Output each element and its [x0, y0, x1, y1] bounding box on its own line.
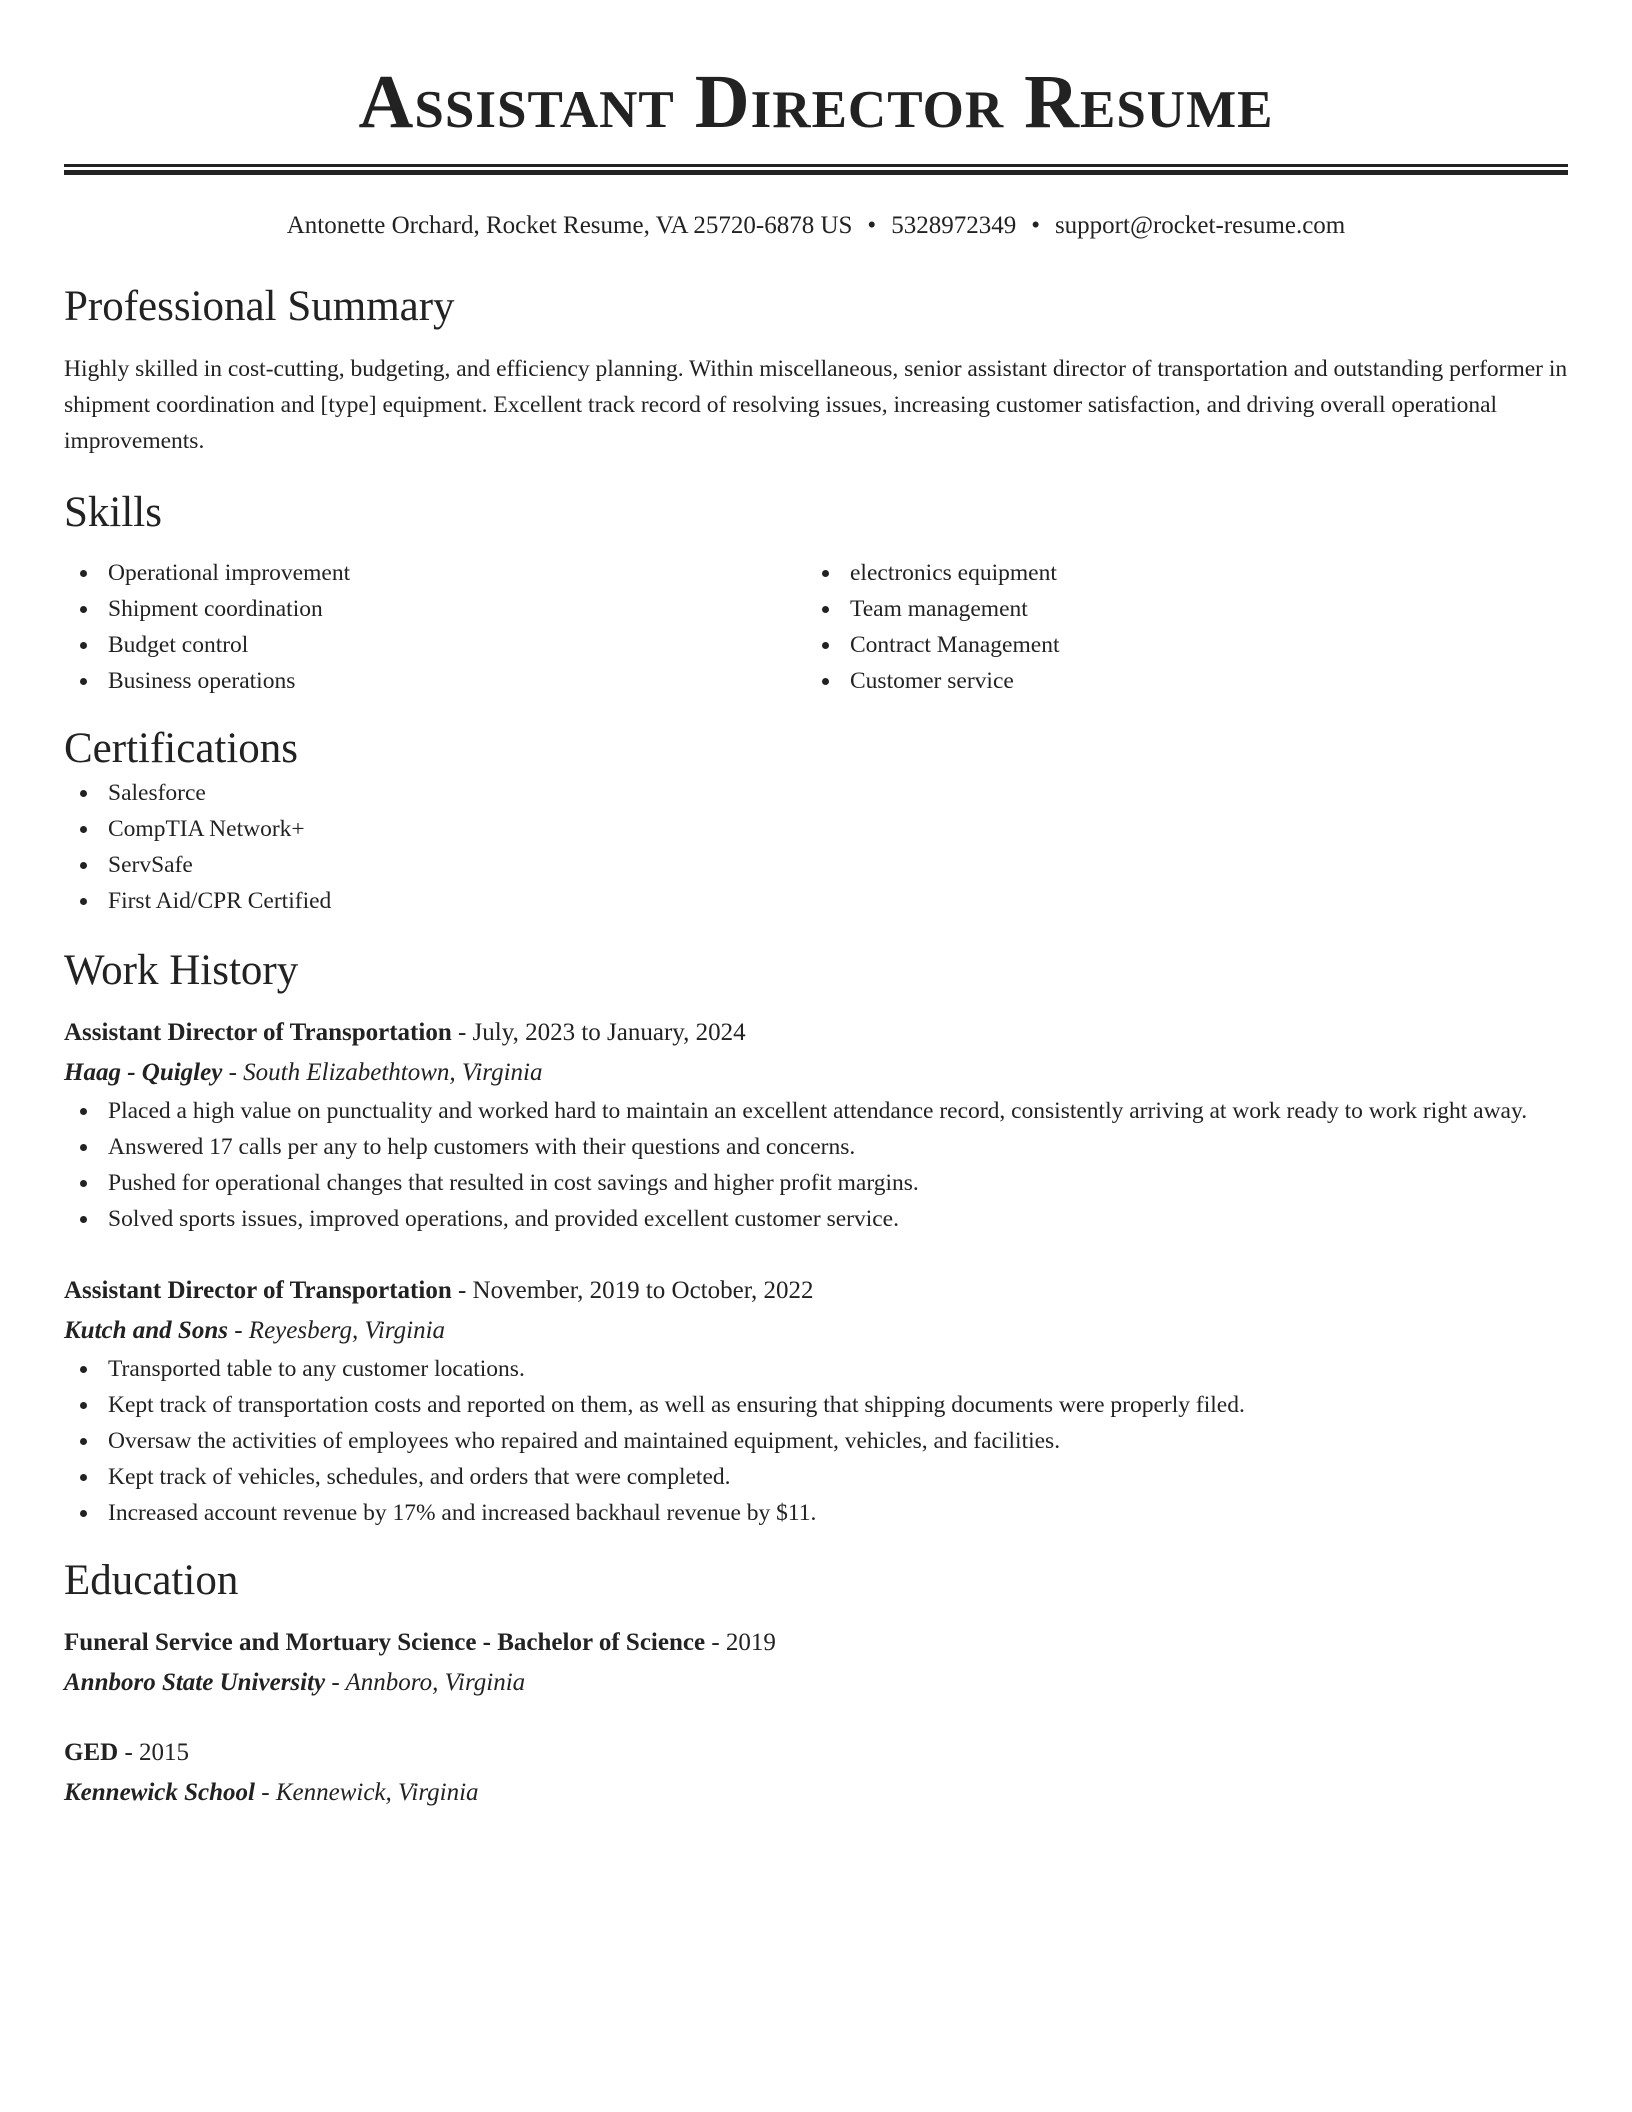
contact-separator: • [867, 212, 877, 239]
education-entry [64, 1623, 1568, 1703]
skill-item: Budget control [64, 627, 806, 663]
skills-heading: Skills [64, 489, 162, 536]
job-bullet: Answered 17 calls per any to help customers with their questions and concerns. [64, 1129, 1568, 1165]
contact-address: Antonette Orchard, Rocket Resume, VA 25720-6878 US [286, 212, 853, 239]
skills-list-left [64, 555, 806, 699]
summary-text: Highly skilled in cost-cutting, budgeting, and efficiency planning. Within miscellaneous, senior assistant director of transportation and outstanding performer in shipment coordination and [type] equipment. Excellent track record of resolving issues, increasing customer satisfaction, and driving overall operational improvements. [64, 356, 1568, 454]
certification-item: CompTIA Network+ [64, 811, 1568, 847]
certification-item: First Aid/CPR Certified [64, 883, 1568, 919]
job-bullet: Oversaw the activities of employees who repaired and maintained equipment, vehicles, and facilities. [64, 1423, 1568, 1459]
job-bullets [64, 1093, 1568, 1237]
education-school-line [64, 1663, 1568, 1703]
education-school: Annboro State University [64, 1669, 326, 1696]
skill-item: Shipment coordination [64, 591, 806, 627]
job-bullet: Increased account revenue by 17% and increased backhaul revenue by $11. [64, 1495, 1568, 1531]
education-year: - 2015 [118, 1739, 190, 1766]
job-bullet: Kept track of transportation costs and reported on them, as well as ensuring that shipping documents were properly filed. [64, 1387, 1568, 1423]
skill-item: Business operations [64, 663, 806, 699]
education-header [64, 1733, 1568, 1773]
skill-item: Team management [806, 591, 1568, 627]
job-company: Haag - Quigley [64, 1059, 223, 1086]
education-header [64, 1623, 1568, 1663]
job-dates: - November, 2019 to October, 2022 [451, 1277, 814, 1304]
work-history-heading: Work History [64, 947, 299, 994]
job-bullet: Solved sports issues, improved operations, and provided excellent customer service. [64, 1201, 1568, 1237]
resume-title: Assistant Director Resume [358, 60, 1274, 144]
job-location: - South Elizabethtown, Virginia [222, 1059, 543, 1086]
education-degree: GED [64, 1739, 119, 1766]
summary-heading: Professional Summary [64, 283, 455, 330]
certifications-list [64, 775, 1568, 919]
job-dates: - July, 2023 to January, 2024 [451, 1019, 746, 1046]
job-header [64, 1271, 1568, 1311]
job-bullet: Pushed for operational changes that resulted in cost savings and higher profit margins. [64, 1165, 1568, 1201]
contact-line [64, 211, 1568, 241]
skill-item: Customer service [806, 663, 1568, 699]
contact-phone: 5328972349 [891, 212, 1017, 239]
job-entry [64, 1271, 1568, 1531]
job-employer-line [64, 1053, 1568, 1093]
skills-list-right [806, 555, 1568, 699]
job-title: Assistant Director of Transportation [64, 1019, 452, 1046]
education-year: - 2019 [705, 1629, 776, 1656]
contact-separator: • [1031, 212, 1040, 239]
education-location: - Annboro, Virginia [325, 1669, 526, 1696]
education-entry [64, 1733, 1568, 1813]
certifications-heading: Certifications [64, 725, 299, 772]
job-bullet: Transported table to any customer locations. [64, 1351, 1568, 1387]
education-school-line [64, 1773, 1568, 1813]
skill-item: Operational improvement [64, 555, 806, 591]
job-bullet: Kept track of vehicles, schedules, and orders that were completed. [64, 1459, 1568, 1495]
certification-item: Salesforce [64, 775, 1568, 811]
job-entry [64, 1013, 1568, 1237]
job-location: - Reyesberg, Virginia [227, 1317, 446, 1344]
skill-item: electronics equipment [806, 555, 1568, 591]
job-bullets [64, 1351, 1568, 1531]
job-bullet: Placed a high value on punctuality and worked hard to maintain an excellent attendance record, consistently arriving at work ready to work right away. [64, 1093, 1568, 1129]
education-degree: Funeral Service and Mortuary Science - Bachelor of Science [64, 1629, 706, 1656]
contact-email: support@rocket-resume.com [1054, 212, 1346, 239]
job-employer-line [64, 1311, 1568, 1351]
skills-grid [64, 555, 1568, 699]
education-heading: Education [64, 1557, 239, 1604]
title-divider [64, 164, 1568, 175]
education-school: Kennewick School [64, 1779, 255, 1806]
skill-item: Contract Management [806, 627, 1568, 663]
job-company: Kutch and Sons [64, 1317, 228, 1344]
education-location: - Kennewick, Virginia [255, 1779, 479, 1806]
certification-item: ServSafe [64, 847, 1568, 883]
job-title: Assistant Director of Transportation [64, 1277, 452, 1304]
job-header [64, 1013, 1568, 1053]
